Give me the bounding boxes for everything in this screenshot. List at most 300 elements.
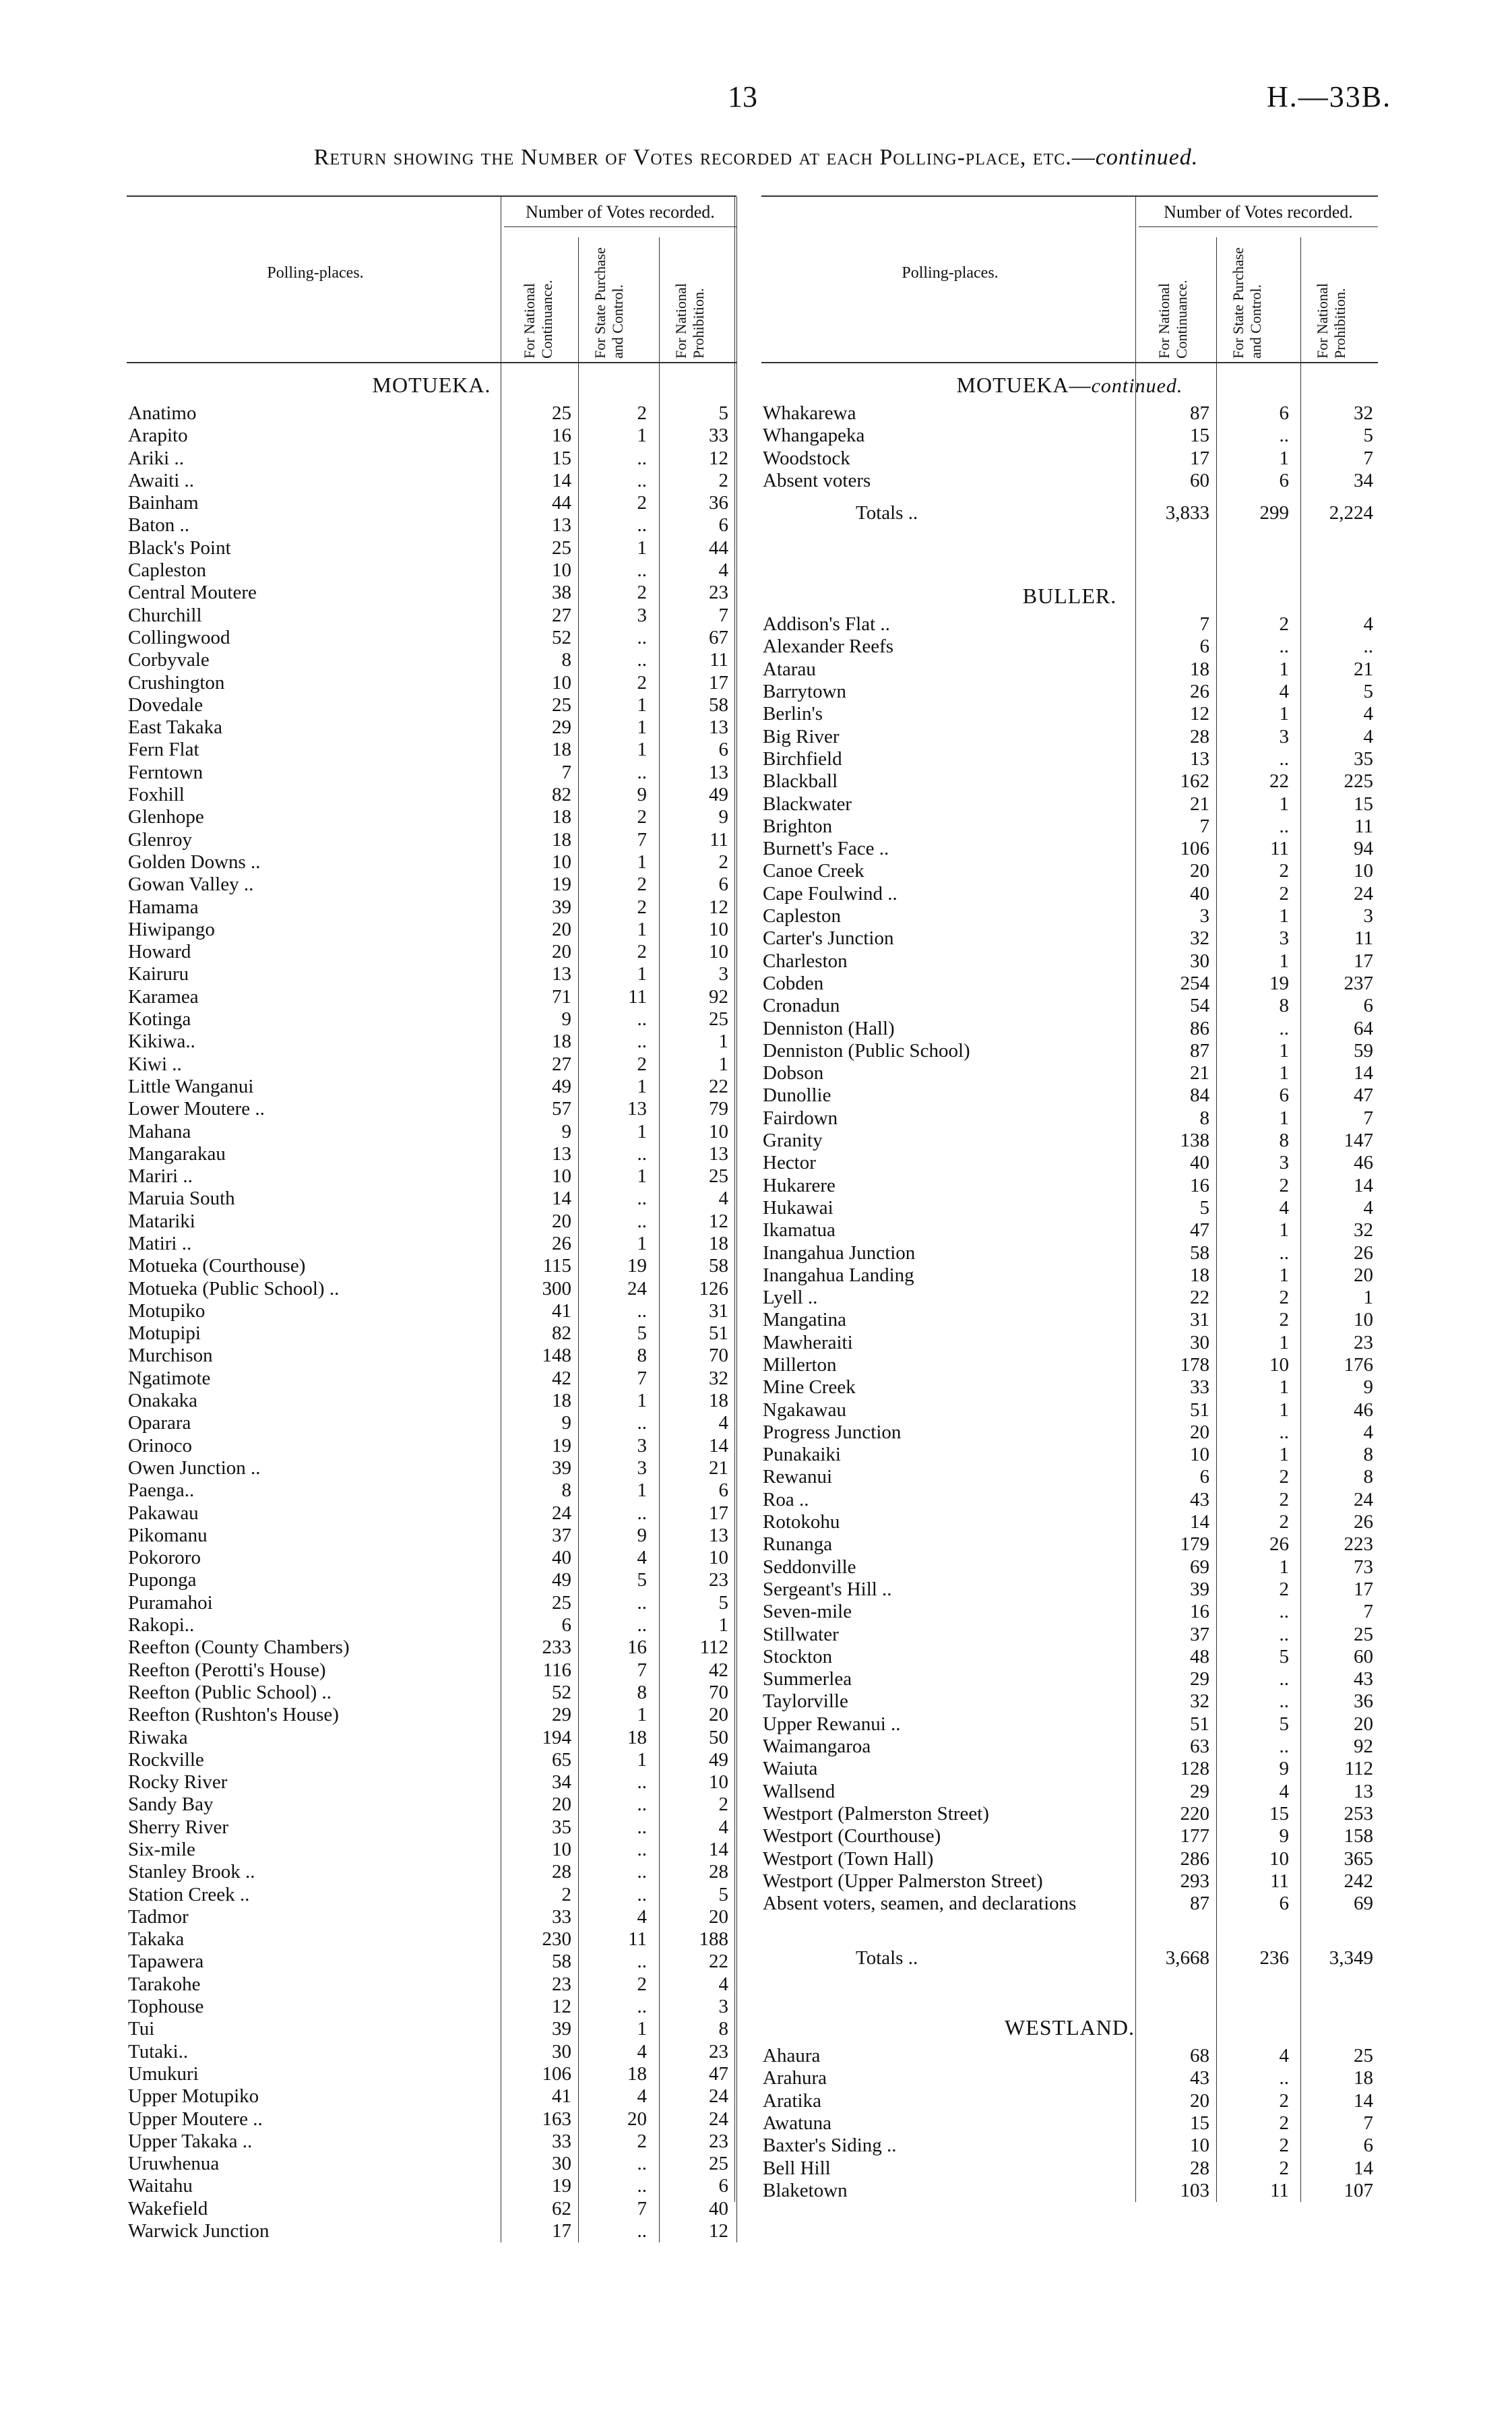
polling-place-name: Upper Takaka .. bbox=[128, 2130, 253, 2152]
state-purchase-votes: 6 bbox=[1279, 469, 1289, 491]
polling-place-name: Sherry River bbox=[128, 1816, 228, 1838]
prohibition-votes: 36 bbox=[1354, 1690, 1373, 1713]
polling-place-name: Tapawera bbox=[128, 1951, 204, 1973]
continuance-votes: 35 bbox=[552, 1816, 571, 1838]
table-row bbox=[761, 1332, 1378, 1354]
table-row bbox=[761, 1533, 1378, 1556]
polling-place-name: Six-mile bbox=[128, 1839, 195, 1860]
state-purchase-votes: .. bbox=[637, 1771, 647, 1794]
table-row bbox=[761, 2067, 1378, 2089]
prohibition-votes: 69 bbox=[1354, 1893, 1373, 1915]
continuance-votes: 17 bbox=[1190, 447, 1209, 469]
continuance-votes: 20 bbox=[1190, 1421, 1209, 1443]
table-row bbox=[761, 1309, 1378, 1331]
state-purchase-votes: 6 bbox=[1279, 1084, 1289, 1107]
table-row bbox=[127, 2063, 736, 2085]
continuance-votes: 103 bbox=[1180, 2179, 1209, 2201]
continuance-votes: 39 bbox=[552, 2018, 571, 2040]
polling-place-name: Kikiwa.. bbox=[128, 1031, 195, 1053]
prohibition-votes: 17 bbox=[1354, 1578, 1373, 1600]
continuance-votes: 43 bbox=[1190, 2067, 1209, 2089]
polling-place-name: Tophouse bbox=[128, 1996, 204, 2018]
state-purchase-votes: 2 bbox=[1279, 1511, 1289, 1533]
state-purchase-votes: 1 bbox=[637, 1232, 647, 1254]
prohibition-votes: 5 bbox=[718, 1883, 728, 1905]
table-row bbox=[127, 1390, 736, 1412]
continuance-votes: 18 bbox=[552, 1031, 571, 1053]
polling-place-name: Reefton (Perotti's House) bbox=[128, 1659, 326, 1681]
prohibition-votes: 5 bbox=[718, 402, 728, 424]
state-purchase-votes: 3 bbox=[637, 604, 647, 626]
polling-place-name: Westport (Upper Palmerston Street) bbox=[763, 1870, 1043, 1892]
state-purchase-votes: 4 bbox=[1279, 681, 1289, 703]
table-row bbox=[127, 1031, 736, 1053]
table-row bbox=[127, 829, 736, 851]
state-purchase-votes: 1 bbox=[1279, 1219, 1289, 1242]
table-row bbox=[761, 1175, 1378, 1197]
state-purchase-votes: .. bbox=[1279, 1601, 1289, 1623]
continuance-votes: 6 bbox=[561, 1614, 571, 1636]
table-row bbox=[127, 1794, 736, 1816]
continuance-votes: 3,668 bbox=[1165, 1947, 1209, 1969]
state-purchase-votes: .. bbox=[1279, 747, 1289, 770]
table-row bbox=[127, 1906, 736, 1928]
left-table-header bbox=[127, 195, 736, 363]
prohibition-votes: 11 bbox=[710, 828, 728, 851]
continuance-votes: 106 bbox=[1180, 838, 1209, 860]
table-row bbox=[127, 896, 736, 919]
prohibition-votes: 13 bbox=[1354, 1780, 1373, 1802]
prohibition-votes: 6 bbox=[718, 2175, 728, 2197]
prohibition-votes: 10 bbox=[709, 1120, 728, 1142]
polling-place-name: Upper Motupiko bbox=[128, 2085, 259, 2108]
polling-place-name: Mangatina bbox=[763, 1309, 847, 1331]
table-row bbox=[761, 659, 1378, 681]
prohibition-votes: 188 bbox=[699, 1928, 728, 1951]
state-purchase-votes: 5 bbox=[1279, 1713, 1289, 1735]
table-row bbox=[127, 2153, 736, 2175]
continuance-votes: 52 bbox=[552, 626, 571, 648]
polling-place-name: Anatimo bbox=[128, 402, 197, 424]
table-row bbox=[761, 1489, 1378, 1511]
state-purchase-votes: 11 bbox=[1270, 838, 1289, 860]
prohibition-votes: 36 bbox=[709, 492, 728, 514]
polling-places-header: Polling-places. bbox=[267, 264, 364, 282]
polling-place-name: Bell Hill bbox=[763, 2157, 831, 2179]
polling-place-name: Tarakohe bbox=[128, 1973, 201, 1995]
prohibition-votes: 14 bbox=[1354, 2157, 1373, 2179]
table-row bbox=[127, 2018, 736, 2040]
prohibition-votes: 7 bbox=[1363, 1107, 1373, 1129]
polling-place-name: Gowan Valley .. bbox=[128, 874, 254, 896]
left-table bbox=[127, 195, 736, 2242]
prohibition-votes: 28 bbox=[709, 1861, 728, 1883]
state-purchase-votes: 4 bbox=[637, 1905, 647, 1928]
state-purchase-votes: 8 bbox=[637, 1681, 647, 1703]
table-row bbox=[761, 1713, 1378, 1736]
prohibition-votes: 10 bbox=[709, 1771, 728, 1794]
continuance-votes: 9 bbox=[561, 1412, 571, 1434]
continuance-votes: 20 bbox=[552, 1794, 571, 1816]
continuance-votes: 87 bbox=[1190, 1039, 1209, 1062]
table-row bbox=[127, 1525, 736, 1547]
polling-place-name: Taylorville bbox=[763, 1690, 848, 1713]
continuance-votes: 82 bbox=[552, 1322, 571, 1345]
column-rule bbox=[1135, 361, 1136, 2202]
table-row bbox=[127, 1076, 736, 1098]
table-row bbox=[761, 860, 1378, 882]
polling-place-name: Tui bbox=[128, 2018, 155, 2040]
prohibition-votes: 49 bbox=[709, 784, 728, 806]
prohibition-votes: 59 bbox=[1354, 1039, 1373, 1062]
state-purchase-votes: 1 bbox=[1279, 905, 1289, 927]
polling-place-name: Roa .. bbox=[763, 1488, 809, 1510]
prohibition-votes: 47 bbox=[709, 2062, 728, 2085]
state-purchase-votes: 11 bbox=[628, 1928, 647, 1951]
continuance-votes: 25 bbox=[552, 402, 571, 424]
polling-place-name: Pikomanu bbox=[128, 1524, 208, 1546]
state-purchase-votes: 4 bbox=[1279, 1780, 1289, 1802]
table-row bbox=[127, 1053, 736, 1076]
prohibition-votes: 42 bbox=[709, 1659, 728, 1681]
state-purchase-votes: 9 bbox=[1279, 1758, 1289, 1780]
state-purchase-votes: .. bbox=[1279, 1736, 1289, 1758]
continuance-votes: 28 bbox=[552, 1861, 571, 1883]
prohibition-votes: 32 bbox=[1354, 1219, 1373, 1242]
prohibition-votes: 253 bbox=[1344, 1802, 1373, 1825]
table-row bbox=[127, 1928, 736, 1951]
continuance-votes: 37 bbox=[552, 1524, 571, 1546]
table-row bbox=[761, 1579, 1378, 1601]
table-row bbox=[127, 1098, 736, 1120]
table-row bbox=[127, 1727, 736, 1749]
table-row bbox=[761, 613, 1378, 636]
polling-place-name: Lower Moutere .. bbox=[128, 1098, 265, 1120]
table-row bbox=[761, 1736, 1378, 1758]
state-purchase-votes: 2 bbox=[637, 1973, 647, 1995]
continuance-votes: 18 bbox=[552, 806, 571, 828]
table-row bbox=[127, 582, 736, 604]
prohibition-votes: 40 bbox=[709, 2197, 728, 2219]
buller-totals bbox=[761, 1937, 1378, 1979]
state-purchase-votes: 1 bbox=[637, 1075, 647, 1097]
state-purchase-votes: .. bbox=[637, 1031, 647, 1053]
continuance-votes: 179 bbox=[1180, 1533, 1209, 1556]
state-purchase-votes: 1 bbox=[637, 537, 647, 559]
polling-place-name: Stanley Brook .. bbox=[128, 1861, 255, 1883]
state-purchase-votes: 1 bbox=[637, 1390, 647, 1412]
table-row bbox=[761, 1354, 1378, 1376]
polling-place-name: Uruwhenua bbox=[128, 2153, 220, 2175]
table-row bbox=[127, 605, 736, 627]
prohibition-votes: 32 bbox=[709, 1367, 728, 1389]
continuance-votes: 18 bbox=[552, 828, 571, 851]
polling-place-name: Charleston bbox=[763, 950, 848, 972]
table-row bbox=[761, 1219, 1378, 1242]
prohibition-votes: 64 bbox=[1354, 1017, 1373, 1039]
polling-place-name: Black's Point bbox=[128, 537, 231, 559]
continuance-votes: 21 bbox=[1190, 1062, 1209, 1084]
table-row bbox=[127, 806, 736, 828]
state-purchase-votes: .. bbox=[637, 1502, 647, 1524]
prohibition-votes: 23 bbox=[709, 1569, 728, 1591]
table-row bbox=[761, 1376, 1378, 1399]
table-row bbox=[127, 1861, 736, 1883]
table-row bbox=[761, 1803, 1378, 1825]
continuance-votes: 26 bbox=[1190, 681, 1209, 703]
table-row bbox=[761, 816, 1378, 838]
polling-place-name: Ferntown bbox=[128, 761, 203, 783]
prohibition-votes: 20 bbox=[1354, 1264, 1373, 1286]
prohibition-votes: 73 bbox=[1354, 1556, 1373, 1578]
prohibition-votes: 10 bbox=[709, 918, 728, 940]
continuance-votes: 13 bbox=[552, 514, 571, 537]
polling-place-name: Ahaura bbox=[763, 2045, 821, 2067]
state-purchase-votes: 3 bbox=[1279, 927, 1289, 950]
prohibition-votes: 176 bbox=[1344, 1353, 1373, 1376]
continuance-votes: 300 bbox=[542, 1277, 571, 1299]
prohibition-votes: 14 bbox=[1354, 1174, 1373, 1196]
polling-place-name: Upper Moutere .. bbox=[128, 2108, 263, 2130]
polling-place-name: Rocky River bbox=[128, 1771, 228, 1794]
state-purchase-votes: .. bbox=[637, 1008, 647, 1031]
table-row bbox=[761, 1646, 1378, 1668]
prohibition-votes: 4 bbox=[718, 1188, 728, 1210]
prohibition-votes: 12 bbox=[709, 896, 728, 918]
state-purchase-votes: 1 bbox=[637, 694, 647, 716]
prohibition-votes: 3 bbox=[1363, 905, 1373, 927]
polling-place-name: Mahana bbox=[128, 1120, 191, 1142]
polling-place-name: Oparara bbox=[128, 1412, 191, 1434]
polling-place-name: Barrytown bbox=[763, 681, 847, 703]
polling-place-name: Arahura bbox=[763, 2067, 827, 2089]
polling-place-name: Motupipi bbox=[128, 1322, 201, 1345]
prohibition-votes: 3,349 bbox=[1329, 1947, 1373, 1969]
prohibition-votes: 25 bbox=[709, 2153, 728, 2175]
prohibition-votes: 92 bbox=[1354, 1736, 1373, 1758]
state-purchase-votes: 22 bbox=[1269, 770, 1289, 793]
polling-place-name: Matiri .. bbox=[128, 1232, 192, 1254]
section-motueka: MOTUEKA. bbox=[372, 373, 491, 397]
table-row bbox=[127, 537, 736, 559]
table-row bbox=[127, 1749, 736, 1771]
table-row bbox=[127, 1368, 736, 1390]
continuance-votes: 68 bbox=[1190, 2045, 1209, 2067]
prohibition-votes: 4 bbox=[718, 1973, 728, 1995]
table-row bbox=[761, 1758, 1378, 1780]
prohibition-votes: 6 bbox=[1363, 995, 1373, 1017]
continuance-votes: 28 bbox=[1190, 725, 1209, 747]
table-row bbox=[761, 883, 1378, 905]
motueka-totals bbox=[761, 492, 1378, 534]
state-purchase-votes: 2 bbox=[1279, 2089, 1289, 2112]
prohibition-votes: 4 bbox=[718, 1816, 728, 1838]
table-row bbox=[761, 425, 1378, 447]
prohibition-votes: 79 bbox=[709, 1098, 728, 1120]
state-purchase-votes: .. bbox=[637, 1412, 647, 1434]
polling-place-name: Station Creek .. bbox=[128, 1883, 250, 1905]
state-purchase-votes: .. bbox=[637, 1142, 647, 1165]
state-purchase-votes: 2 bbox=[637, 874, 647, 896]
continuance-votes: 6 bbox=[1199, 1466, 1209, 1488]
table-row bbox=[127, 851, 736, 874]
table-row bbox=[761, 1466, 1378, 1488]
continuance-votes: 10 bbox=[552, 559, 571, 582]
state-purchase-votes: 1 bbox=[637, 739, 647, 761]
continuance-votes: 9 bbox=[561, 1120, 571, 1142]
polling-place-name: Reefton (County Chambers) bbox=[128, 1636, 350, 1659]
state-purchase-votes: 1 bbox=[1279, 1264, 1289, 1286]
continuance-votes: 163 bbox=[542, 2108, 571, 2130]
polling-place-name: Hiwipango bbox=[128, 918, 215, 940]
continuance-votes: 23 bbox=[552, 1973, 571, 1995]
prohibition-votes: 26 bbox=[1354, 1242, 1373, 1264]
continuance-votes: 26 bbox=[552, 1232, 571, 1254]
prohibition-votes: 58 bbox=[709, 1255, 728, 1277]
polling-place-name: Maruia South bbox=[128, 1188, 235, 1210]
polling-place-name: Golden Downs .. bbox=[128, 851, 261, 873]
prohibition-votes: 4 bbox=[1363, 1421, 1373, 1443]
state-purchase-votes: 11 bbox=[628, 985, 647, 1008]
polling-place-name: Capleston bbox=[128, 559, 206, 582]
prohibition-votes: 58 bbox=[709, 694, 728, 716]
state-purchase-votes: 20 bbox=[627, 2108, 647, 2130]
table-row bbox=[127, 1143, 736, 1165]
table-row bbox=[127, 762, 736, 784]
continuance-votes: 15 bbox=[552, 447, 571, 469]
prohibition-votes: 92 bbox=[709, 985, 728, 1008]
table-row bbox=[761, 726, 1378, 748]
state-purchase-votes: .. bbox=[1279, 1668, 1289, 1690]
table-row bbox=[127, 1996, 736, 2018]
prohibition-votes: 9 bbox=[718, 806, 728, 828]
state-purchase-votes: 3 bbox=[637, 1434, 647, 1457]
continuance-votes: 48 bbox=[1190, 1645, 1209, 1667]
continuance-votes: 162 bbox=[1180, 770, 1209, 793]
prohibition-votes: 24 bbox=[1354, 882, 1373, 905]
prohibition-votes: 22 bbox=[709, 1075, 728, 1097]
polling-place-name: Granity bbox=[763, 1130, 823, 1152]
polling-place-name: Westport (Courthouse) bbox=[763, 1825, 941, 1847]
polling-place-name: Murchison bbox=[128, 1345, 213, 1367]
state-purchase-votes: .. bbox=[637, 2175, 647, 2197]
table-row bbox=[127, 2220, 736, 2242]
polling-place-name: Baxter's Siding .. bbox=[763, 2135, 897, 2157]
state-purchase-votes: 1 bbox=[1279, 793, 1289, 815]
continuance-votes: 220 bbox=[1180, 1802, 1209, 1825]
continuance-votes: 31 bbox=[1190, 1309, 1209, 1331]
polling-place-name: Absent voters bbox=[763, 469, 871, 491]
left-rows bbox=[127, 402, 736, 2242]
votes-recorded-header-right: Number of Votes recorded. bbox=[1139, 202, 1378, 227]
prohibition-votes: 12 bbox=[709, 1210, 728, 1232]
table-row bbox=[761, 448, 1378, 470]
state-purchase-votes: .. bbox=[637, 1861, 647, 1883]
polling-place-name: Sergeant's Hill .. bbox=[763, 1578, 892, 1600]
state-purchase-votes: 1 bbox=[1279, 1107, 1289, 1129]
prohibition-votes: 70 bbox=[709, 1345, 728, 1367]
prohibition-votes: 12 bbox=[709, 2220, 728, 2242]
table-row bbox=[127, 1614, 736, 1636]
continuance-votes: 30 bbox=[552, 2040, 571, 2062]
continuance-votes: 43 bbox=[1190, 1488, 1209, 1510]
prohibition-votes: 14 bbox=[1354, 2089, 1373, 2112]
prohibition-votes: 6 bbox=[718, 739, 728, 761]
continuance-votes: 14 bbox=[1190, 1511, 1209, 1533]
state-purchase-votes: 1 bbox=[637, 425, 647, 447]
table-row bbox=[127, 1636, 736, 1659]
prohibition-votes: 2 bbox=[718, 1794, 728, 1816]
continuance-votes: 54 bbox=[1190, 995, 1209, 1017]
continuance-votes: 128 bbox=[1180, 1758, 1209, 1780]
state-purchase-votes: .. bbox=[637, 1883, 647, 1905]
state-purchase-votes: 7 bbox=[637, 2197, 647, 2219]
table-row bbox=[127, 470, 736, 492]
document-reference: H.—33B. bbox=[1267, 80, 1392, 113]
continuance-votes: 57 bbox=[552, 1098, 571, 1120]
continuance-votes: 30 bbox=[1190, 1331, 1209, 1353]
state-purchase-votes: .. bbox=[637, 761, 647, 783]
prohibition-votes: 5 bbox=[718, 1591, 728, 1614]
state-purchase-votes: 1 bbox=[1279, 1556, 1289, 1578]
prohibition-votes: 1 bbox=[718, 1614, 728, 1636]
continuance-votes: 2 bbox=[561, 1883, 571, 1905]
table-row bbox=[127, 1771, 736, 1794]
polling-place-name: Howard bbox=[128, 941, 191, 963]
continuance-votes: 10 bbox=[1190, 1444, 1209, 1466]
continuance-votes: 8 bbox=[1199, 1107, 1209, 1129]
table-row bbox=[761, 793, 1378, 816]
state-purchase-votes: .. bbox=[637, 514, 647, 537]
polling-place-name: Umukuri bbox=[128, 2062, 199, 2085]
continuance-votes: 49 bbox=[552, 1075, 571, 1097]
prohibition-votes: 20 bbox=[1354, 1713, 1373, 1735]
state-purchase-votes: 299 bbox=[1259, 502, 1289, 524]
prohibition-votes: 6 bbox=[718, 1479, 728, 1502]
state-purchase-votes: 1 bbox=[637, 918, 647, 940]
continuance-votes: 39 bbox=[552, 1457, 571, 1479]
state-purchase-votes: 5 bbox=[637, 1322, 647, 1345]
continuance-votes: 20 bbox=[552, 941, 571, 963]
state-purchase-votes: 2 bbox=[1279, 2157, 1289, 2179]
buller-rows bbox=[761, 613, 1378, 1893]
table-row bbox=[761, 1601, 1378, 1623]
polling-place-name: Mariri .. bbox=[128, 1165, 193, 1188]
continuance-votes: 33 bbox=[552, 1905, 571, 1928]
col-national-prohibition-right: For National Prohibition. bbox=[1314, 283, 1348, 359]
continuance-votes: 87 bbox=[1190, 402, 1209, 424]
continuance-votes: 20 bbox=[552, 918, 571, 940]
state-purchase-votes: 2 bbox=[1279, 1578, 1289, 1600]
table-row bbox=[127, 2131, 736, 2153]
polling-place-name: Wallsend bbox=[763, 1780, 836, 1802]
state-purchase-votes: 2 bbox=[637, 1053, 647, 1075]
polling-place-name: Summerlea bbox=[763, 1668, 852, 1690]
continuance-votes: 41 bbox=[552, 2085, 571, 2108]
polling-place-name: Addison's Flat .. bbox=[763, 613, 890, 636]
prohibition-votes: 25 bbox=[1354, 1623, 1373, 1645]
state-purchase-votes: 4 bbox=[637, 2040, 647, 2062]
table-row bbox=[761, 1242, 1378, 1264]
state-purchase-votes: 1 bbox=[1279, 1399, 1289, 1421]
state-purchase-votes: 26 bbox=[1269, 1533, 1289, 1556]
prohibition-votes: 24 bbox=[709, 2085, 728, 2108]
state-purchase-votes: 18 bbox=[627, 2062, 647, 2085]
continuance-votes: 13 bbox=[552, 963, 571, 985]
prohibition-votes: 24 bbox=[709, 2108, 728, 2130]
table-row bbox=[127, 559, 736, 582]
prohibition-votes: 15 bbox=[1354, 793, 1373, 815]
